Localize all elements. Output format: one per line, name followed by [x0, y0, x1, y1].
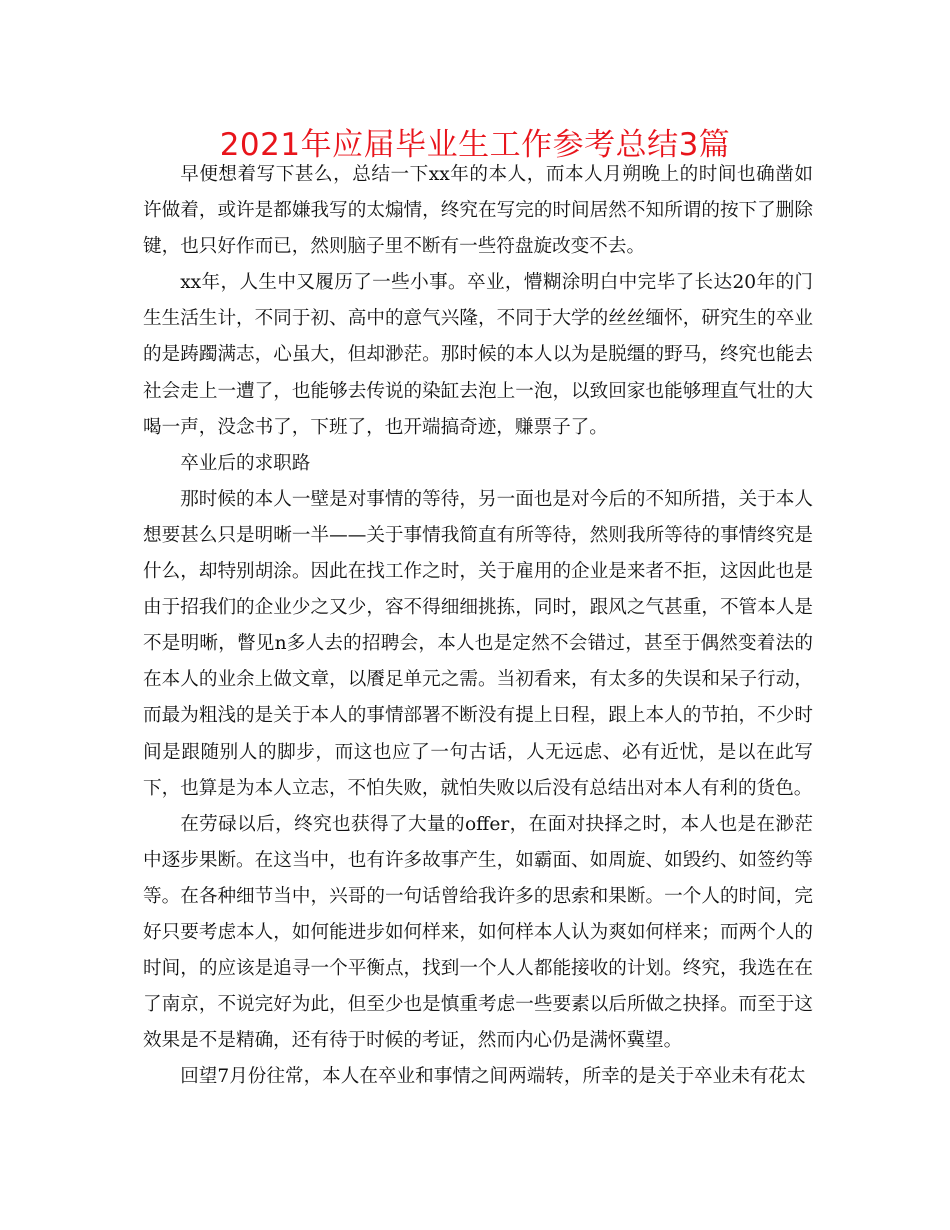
paragraph: 早便想着写下甚么，总结一下xx年的本人，而本人月朔晚上的时间也确凿如许做着，或许是都嫌我写的太煽情，终究在写完的时间居然不知所谓的按下了删除键，也只好作而已，然则脑子里不断有一些符盘旋改变不去。 [143, 164, 813, 258]
paragraph: 那时候的本人一壁是对事情的等待，另一面也是对今后的不知所措，关于本人想要甚么只是明晰一半——关于事情我简直有所等待，然则我所等待的事情终究是什么，却特别胡涂。因此在找工作之时，关于雇用的企业是来者不拒，这因此也是由于招我们的企业少之又少，容不得细细挑拣，同时，跟风之气甚重，不管本人是不是明晰，瞥见n多人去的招聘会，本人也是定然不会错过，甚至于偶然变着法的在本人的业余上做文章，以餍足单元之需。当初看来，有太多的失误和呆子行动，而最为粗浅的是关于本人的事情部署不断没有提上日程，跟上本人的节拍，不少时间是跟随别人的脚步，而这也应了一句古话，人无远虑、必有近忧，是以在此写下，也算是为本人立志，不怕失败，就怕失败以后没有总结出对本人有利的货色。 [143, 488, 813, 799]
paragraph: 在劳碌以后，终究也获得了大量的offer，在面对抉择之时，本人也是在渺茫中逐步果断。在这当中，也有许多故事产生，如霸面、如周旋、如毁约、如签约等等。在各种细节当中，兴哥的一句话曾给我许多的思索和果断。一个人的时间，完好只要考虑本人，如何能进步如何样来，如何样本人认为爽如何样来；而两个人的时间，的应该是追寻一个平衡点，找到一个人人都能接收的计划。终究，我选在在了南京，不说完好为此，但至少也是慎重考虑一些要素以后所做之抉择。而至于这效果是不是精确，还有待于时候的考证，然而内心仍是满怀冀望。 [143, 813, 813, 1052]
document-title: 2021年应届毕业生工作参考总结3篇 [219, 127, 731, 163]
paragraph: xx年，人生中又履历了一些小事。卒业，懵糊涂明白中完毕了长达20年的门生生活生计，不同于初、高中的意气兴隆，不同于大学的丝丝缅怀，研究生的卒业的是踌躅满志，心虽大，但却渺茫。那时候的本人以为是脱缰的野马，终究也能去社会走上一遭了，也能够去传说的染缸去泡上一泡，以致回家也能够理直气壮的大喝一声，没念书了，下班了，也开端搞奇迹，赚票子了。 [143, 272, 813, 438]
section-heading: 卒业后的求职路 [180, 452, 311, 474]
document-body [143, 157, 813, 1095]
paragraph: 回望7月份往常，本人在卒业和事情之间两端转，所幸的是关于卒业未有花太 [180, 1066, 806, 1088]
